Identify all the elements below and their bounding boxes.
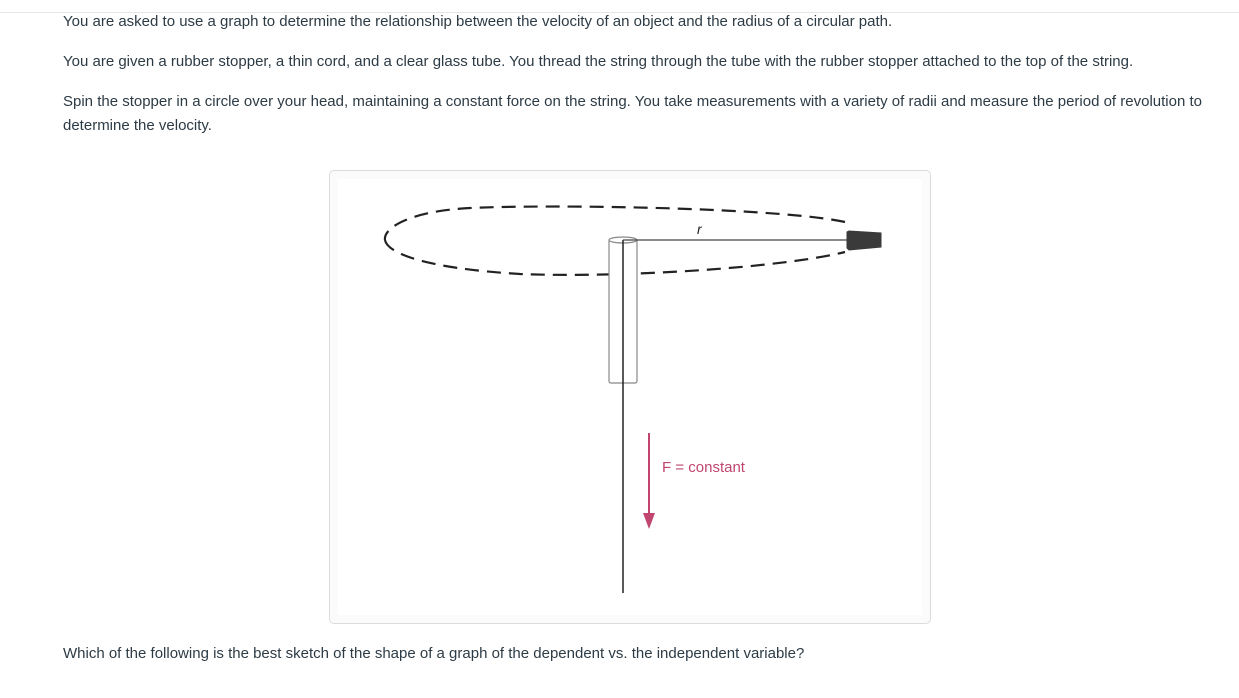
question-paragraph-1: You are asked to use a graph to determine the relationship between the velocity of an object and the radius of a circular path.: [63, 13, 893, 30]
radius-label: r: [697, 221, 702, 237]
force-arrow-head: [643, 513, 655, 529]
question-paragraph-3: Spin the stopper in a circle over your head, maintaining a constant force on the string. You take measurements with a variety of radii and measure the period of revolution to determine the velocity.: [63, 93, 1202, 134]
circular-path-back: [385, 207, 845, 240]
question-paragraph-2: You are given a rubber stopper, a thin cord, and a clear glass tube. You thread the string through the tube with the rubber stopper attached to the top of the string.: [63, 53, 1134, 70]
force-label: F = constant: [662, 459, 745, 476]
question-prompt: Which of the following is the best sketch of the shape of a graph of the dependent vs. the independent variable?: [63, 645, 805, 662]
rubber-stopper: [847, 231, 881, 250]
